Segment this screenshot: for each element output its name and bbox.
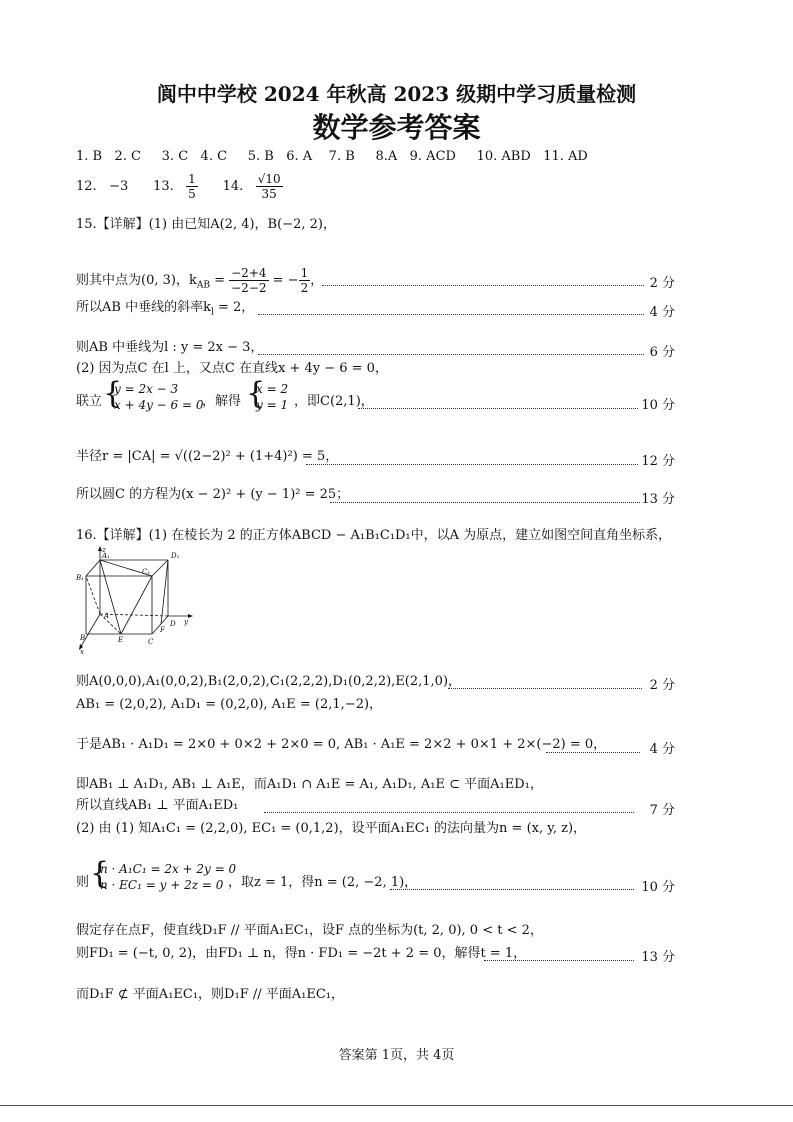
fig-label: C	[148, 638, 154, 646]
mc-answer: 10. ABD	[476, 149, 531, 164]
leader-dots	[264, 812, 634, 813]
y-arrow	[188, 614, 193, 618]
mc-answer: 11. AD	[543, 149, 588, 164]
fill-answers	[76, 172, 283, 201]
fig-label: B	[80, 634, 86, 642]
equation: y = 2x − 3	[114, 382, 179, 396]
denominator: −2−2	[231, 281, 267, 295]
q16-line7-prefix: 则	[76, 875, 90, 890]
fraction	[299, 266, 311, 295]
score: 12 分	[641, 454, 675, 469]
text: = −	[268, 273, 299, 288]
q16-head: 16.【详解】(1) 在棱长为 2 的正方体ABCD − A₁B₁C₁D₁中，以A 为原点，建立如图空间直角坐标系，	[76, 528, 672, 543]
denominator: 2	[300, 281, 309, 295]
mc-answer: 7. B	[328, 149, 355, 164]
leader-dots	[448, 688, 642, 689]
fig-label: C₁	[142, 568, 151, 576]
q16-line6: (2) 由 (1) 知A₁C₁ = (2,2,0), EC₁ = (0,1,2)，设平面A₁EC₁ 的法向量为n = (x, y, z)，	[76, 821, 587, 836]
line-ec1	[121, 576, 152, 634]
mc-answer: 9. ACD	[409, 149, 456, 164]
denominator: 35	[261, 187, 277, 201]
mc-answer: 3. C	[161, 149, 189, 164]
numerator: 1	[300, 266, 309, 280]
text: = 2，	[213, 300, 255, 315]
brace: {	[103, 376, 123, 411]
answer-title: 数学参考答案	[312, 111, 481, 144]
q16-line9: 则FD₁ = (−t, 0, 2)，由FD₁ ⊥ n，得n · FD₁ = −2t + 2 = 0，解得t = 1，	[76, 946, 527, 961]
mc-answer: 8.A	[375, 149, 398, 164]
line-a1e	[100, 560, 121, 634]
score: 10 分	[641, 398, 675, 413]
q16-line5: 所以直线AB₁ ⊥ 平面A₁ED₁	[76, 798, 239, 813]
q14-label: 14.	[222, 179, 244, 194]
score: 6 分	[649, 345, 675, 360]
text: ，	[310, 273, 324, 288]
q15-line5-end: ，即C(2,1)，	[294, 394, 374, 409]
score: 13 分	[641, 950, 675, 965]
text: 则其中点为(0, 3)，k	[76, 273, 197, 288]
leader-dots	[258, 314, 644, 315]
mc-answer: 1. B	[76, 149, 103, 164]
score: 4 分	[649, 305, 675, 320]
score: 10 分	[641, 880, 675, 895]
fig-label: z	[102, 546, 106, 554]
q15-line6: 半径r = |CA| = √((2−2)² + (1+4)²) = 5，	[76, 449, 339, 464]
mc-answers	[76, 149, 588, 165]
q15-head: 15.【详解】(1) 由已知A(2, 4)，B(−2, 2)，	[76, 217, 336, 232]
subscript: AB	[196, 280, 210, 291]
q12-answer: −3	[109, 179, 129, 194]
equation: x = 2	[256, 382, 289, 396]
score: 2 分	[649, 678, 675, 693]
q16-line1: 则A(0,0,0),A₁(0,0,2),B₁(2,0,2),C₁(2,2,2),D₁(0,2,2),E(2,1,0)，	[76, 674, 462, 689]
fig-label: A₁	[102, 552, 110, 560]
q13-fraction	[186, 172, 198, 201]
mc-answer: 2. C	[114, 149, 141, 164]
edge-c1d1	[152, 560, 168, 576]
mc-answer: 6. A	[286, 149, 313, 164]
numerator: −2+4	[231, 266, 267, 280]
leader-dots	[546, 752, 640, 753]
text: =	[209, 273, 230, 288]
line-ab1	[86, 576, 100, 614]
mc-answer: 4. C	[200, 149, 228, 164]
leader-dots	[322, 285, 644, 286]
q15-line2	[76, 300, 254, 321]
numerator: 1	[188, 172, 196, 186]
leader-dots	[390, 889, 634, 890]
fig-label: y	[184, 618, 188, 626]
edge-a1b1	[86, 560, 100, 576]
q15-line1	[76, 266, 323, 295]
fig-label: D	[170, 620, 176, 628]
q15-line5-prefix: 联立	[76, 394, 103, 409]
fig-label: E	[118, 636, 124, 644]
x-axis	[80, 614, 100, 648]
q15-line4: (2) 因为点C 在l 上，又点C 在直线x + 4y − 6 = 0，	[76, 361, 388, 376]
fig-label: x	[80, 648, 84, 654]
fig-label: F	[160, 626, 165, 634]
q15-line7: 所以圆C 的方程为(x − 2)² + (y − 1)² = 25；	[76, 487, 350, 502]
q14-fraction	[256, 172, 283, 201]
q16-line8: 假定存在点F，使直线D₁F // 平面A₁EC₁，设F 点的坐标为(t, 2, 0), 0 < t < 2，	[76, 923, 543, 938]
score: 7 分	[649, 803, 675, 818]
mc-answer: 5. B	[247, 149, 274, 164]
q16-line10: 而D₁F ⊄ 平面A₁EC₁，则D₁F // 平面A₁EC₁，	[76, 987, 344, 1002]
fig-label: D₁	[171, 552, 180, 560]
denominator: 5	[188, 187, 196, 201]
numerator: √10	[257, 172, 281, 186]
score: 13 分	[641, 492, 675, 507]
equation-system	[100, 861, 236, 893]
bottom-divider	[0, 1105, 793, 1106]
cube-figure	[76, 546, 196, 654]
leader-dots	[484, 960, 634, 961]
q16-line2: AB₁ = (2,0,2), A₁D₁ = (0,2,0), A₁E = (2,1,−2)，	[76, 697, 383, 712]
text: 所以AB 中垂线的斜率k	[76, 300, 211, 315]
score: 4 分	[649, 742, 675, 757]
equation: y = 1	[256, 398, 289, 412]
brace: {	[246, 376, 266, 411]
q15-line5-mid: ，解得	[202, 394, 242, 409]
brace: {	[90, 856, 110, 891]
solution-system	[256, 381, 288, 413]
subscript: l	[210, 307, 214, 318]
equation: n · A₁C₁ = 2x + 2y = 0	[100, 862, 237, 876]
equation: x + 4y − 6 = 0	[114, 398, 204, 412]
leader-dots	[330, 502, 640, 503]
q16-line3: 于是AB₁ · A₁D₁ = 2×0 + 0×2 + 2×0 = 0, AB₁ · A₁E = 2×2 + 0×1 + 2×(−2) = 0，	[76, 737, 607, 752]
leader-dots	[358, 408, 638, 409]
q16-line7-mid: ，取z = 1，得n = (2, −2, 1)，	[228, 875, 418, 890]
q12-label: 12.	[76, 179, 97, 194]
line-d1f	[161, 560, 168, 624]
page-footer: 答案第 1页，共 4页	[338, 1048, 455, 1063]
q16-line4: 即AB₁ ⊥ A₁D₁, AB₁ ⊥ A₁E，而A₁D₁ ∩ A₁E = A₁, A₁D₁, A₁E ⊂ 平面A₁ED₁，	[76, 777, 543, 792]
equation: n · EC₁ = y + 2z = 0	[100, 878, 224, 892]
leader-dots	[306, 464, 638, 465]
fig-label: A	[104, 612, 110, 620]
q13-label: 13.	[153, 179, 174, 194]
q15-line3: 则AB 中垂线为l : y = 2x − 3，	[76, 340, 264, 355]
edge-ad	[100, 614, 168, 616]
exam-title: 阆中中学校 2024 年秋高 2023 级期中学习质量检测	[156, 82, 637, 106]
equation-system	[114, 381, 204, 413]
fraction	[229, 266, 268, 295]
score: 2 分	[649, 276, 675, 291]
leader-dots	[258, 354, 644, 355]
fig-label: B₁	[76, 574, 84, 582]
